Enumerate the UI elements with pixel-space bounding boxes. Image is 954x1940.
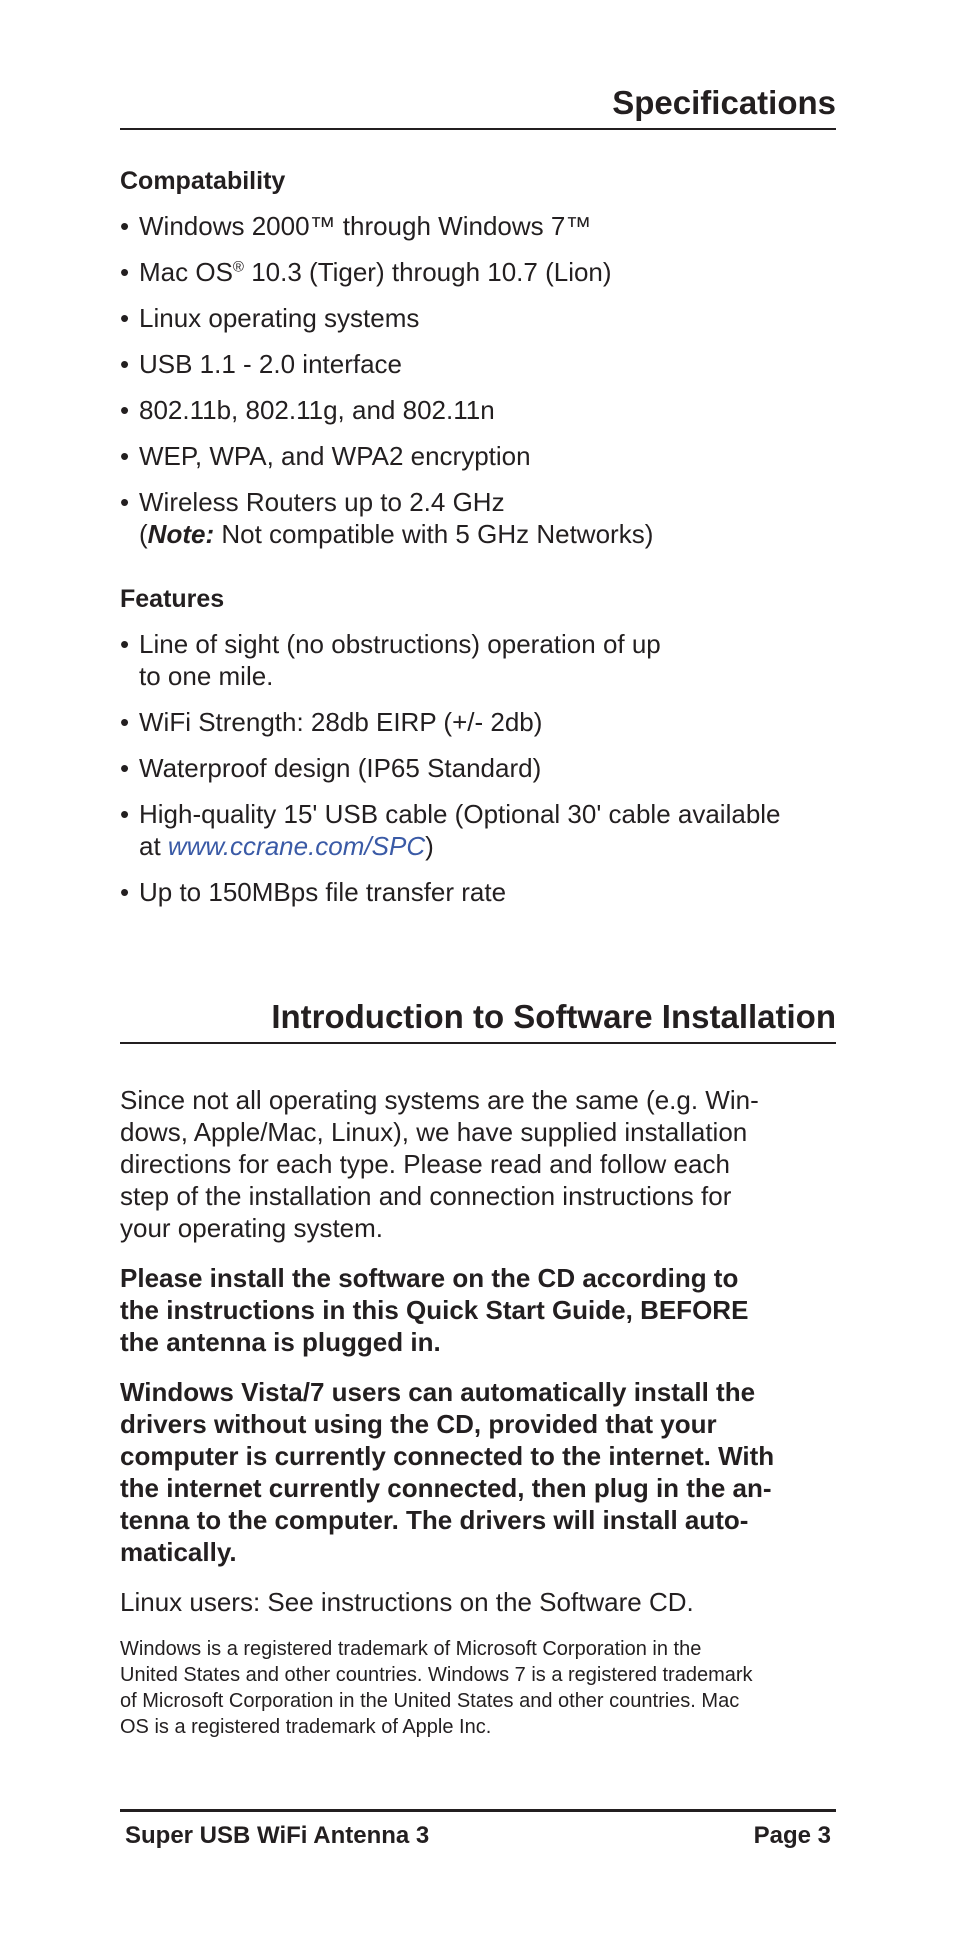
bullet-icon: • (120, 303, 130, 333)
compatibility-list (120, 210, 836, 550)
text-line: the antenna is plugged in. (120, 1327, 441, 1357)
bullet-icon: • (120, 707, 130, 737)
bullet-icon: • (120, 349, 130, 379)
manual-page (120, 0, 836, 1740)
list-item (120, 302, 836, 334)
list-item-text: Up to 150MBps file transfer rate (139, 877, 507, 907)
bullet-icon: • (120, 441, 130, 471)
list-item (120, 256, 836, 288)
text-line: Windows is a registered trademark of Microsoft Corporation in the (120, 1638, 702, 1660)
linux-note: Linux users: See instructions on the Software CD. (120, 1587, 694, 1617)
text-line: Please install the software on the CD according to (120, 1263, 739, 1293)
product-name: Super USB WiFi Antenna 3 (125, 1822, 430, 1849)
text-line: step of the installation and connection instructions for (120, 1181, 732, 1211)
note-label: Note: (147, 519, 215, 549)
compatibility-heading: Compatability (120, 167, 286, 195)
list-item (120, 876, 836, 908)
list-item-text: to one mile. (139, 661, 274, 691)
intro-paragraph (120, 1084, 836, 1244)
text-line: Windows Vista/7 users can automatically install the (120, 1377, 756, 1407)
intro-heading: Introduction to Software Installation (120, 998, 836, 1044)
bullet-icon: • (120, 257, 130, 287)
list-item-text: Wireless Routers up to 2.4 GHz (139, 487, 505, 517)
text-line: your operating system. (120, 1213, 384, 1243)
bullet-icon: • (120, 629, 130, 659)
website-link[interactable]: www.ccrane.com/SPC (167, 831, 426, 861)
list-item-text: 10.3 (Tiger) through 10.7 (Lion) (243, 257, 612, 287)
page-number: Page 3 (753, 1822, 831, 1849)
list-item-text: Waterproof design (IP65 Standard) (139, 753, 542, 783)
bullet-icon: • (120, 211, 130, 241)
paren: ( (139, 519, 148, 549)
text-line: drivers without using the CD, provided that your (120, 1409, 717, 1439)
list-item-text: USB 1.1 - 2.0 interface (139, 349, 403, 379)
bullet-icon: • (120, 877, 130, 907)
text-line: dows, Apple/Mac, Linux), we have supplied installation (120, 1117, 748, 1147)
specifications-heading: Specifications (120, 84, 836, 130)
note-text: Not compatible with 5 GHz Networks) (214, 519, 654, 549)
list-item-text: Windows 2000™ through Windows 7™ (139, 211, 592, 241)
list-item (120, 752, 836, 784)
list-item (120, 394, 836, 426)
list-item-text: High-quality 15' USB cable (Optional 30' cable available (139, 799, 781, 829)
text-line: computer is currently connected to the internet. With (120, 1441, 775, 1471)
list-item-text: Mac OS (139, 257, 233, 287)
features-heading: Features (120, 585, 225, 613)
install-warning-paragraph (120, 1262, 836, 1358)
list-item (120, 486, 836, 550)
page-footer (120, 1809, 836, 1850)
text-line: the internet currently connected, then plug in the an- (120, 1473, 772, 1503)
text-line: United States and other countries. Windows 7 is a registered trademark (120, 1664, 753, 1686)
text-line: tenna to the computer. The drivers will install auto- (120, 1505, 749, 1535)
text-line: Since not all operating systems are the same (e.g. Win- (120, 1085, 759, 1115)
bullet-icon: • (120, 753, 130, 783)
text-line: OS is a registered trademark of Apple Inc. (120, 1716, 492, 1738)
registered-mark: ® (232, 258, 244, 276)
list-item-text: ) (425, 831, 434, 861)
list-item-text: WiFi Strength: 28db EIRP (+/- 2db) (139, 707, 543, 737)
bullet-icon: • (120, 487, 130, 517)
list-item-text: 802.11b, 802.11g, and 802.11n (139, 395, 495, 425)
text-line: directions for each type. Please read and follow each (120, 1149, 730, 1179)
list-item (120, 440, 836, 472)
text-line: matically. (120, 1537, 237, 1567)
list-item (120, 706, 836, 738)
bullet-icon: • (120, 799, 130, 829)
list-item-text: at (139, 831, 168, 861)
list-item-text: Line of sight (no obstructions) operation of up (139, 629, 661, 659)
list-item-text: WEP, WPA, and WPA2 encryption (139, 441, 531, 471)
features-list (120, 628, 836, 908)
vista-7-paragraph (120, 1376, 836, 1568)
list-item (120, 628, 836, 692)
list-item (120, 348, 836, 380)
list-item-text: Linux operating systems (139, 303, 420, 333)
list-item (120, 798, 836, 862)
bullet-icon: • (120, 395, 130, 425)
trademark-notice (120, 1636, 836, 1740)
text-line: the instructions in this Quick Start Guide, BEFORE (120, 1295, 749, 1325)
list-item (120, 210, 836, 242)
text-line: of Microsoft Corporation in the United States and other countries. Mac (120, 1690, 740, 1712)
